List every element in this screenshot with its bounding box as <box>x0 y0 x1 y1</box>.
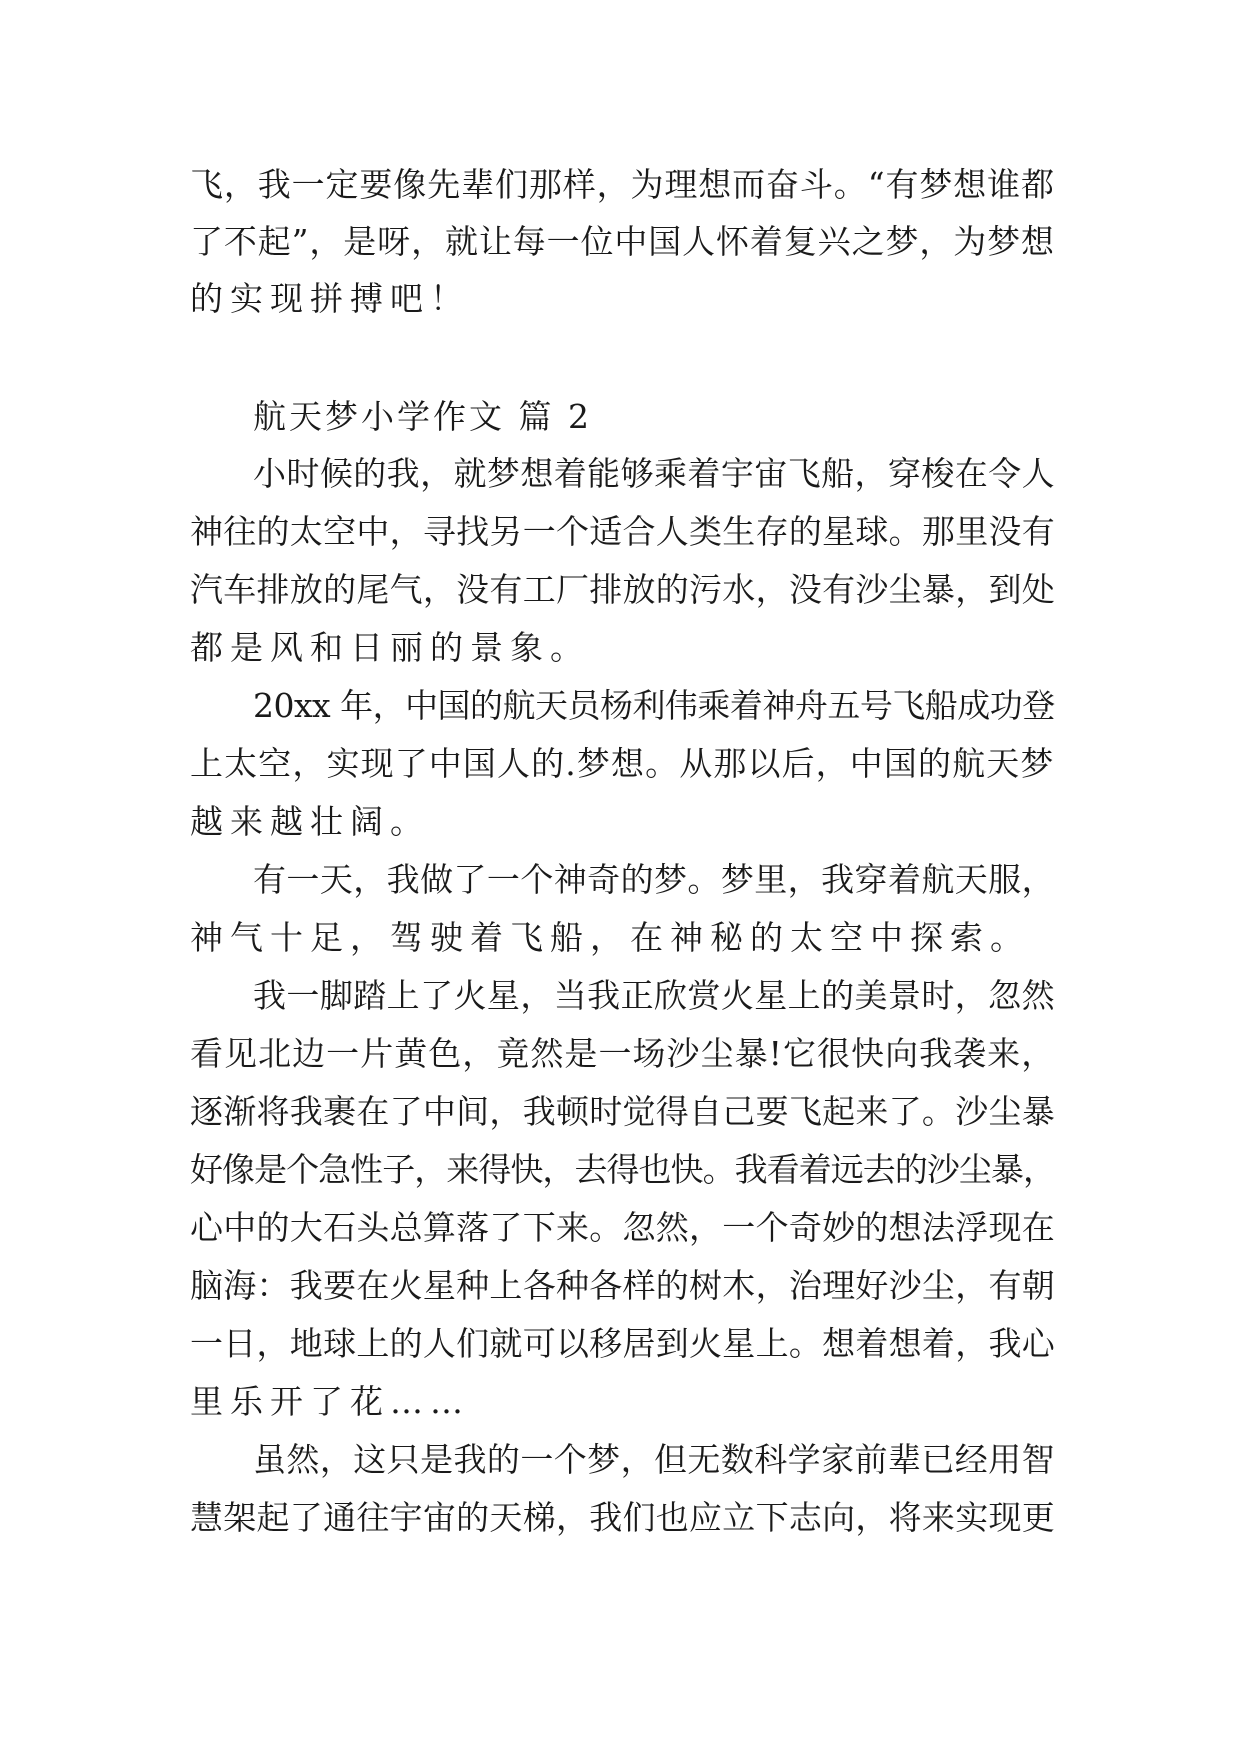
intro-line: 飞，我一定要像先辈们那样，为理想而奋斗。“有梦想谁都 <box>190 165 1055 204</box>
paragraph-line: 上太空，实现了中国人的.梦想。从那以后，中国的航天梦 <box>190 744 1055 783</box>
intro-line: 了不起”，是呀，就让每一位中国人怀着复兴之梦，为梦想 <box>190 222 1055 261</box>
paragraph-line: 汽车排放的尾气，没有工厂排放的污水，没有沙尘暴，到处 <box>190 570 1055 609</box>
paragraph-line: 心中的大石头总算落了下来。忽然，一个奇妙的想法浮现在 <box>190 1208 1055 1247</box>
paragraph-line: 神气十足，驾驶着飞船，在神秘的太空中探索。 <box>190 918 1030 957</box>
paragraph-line: 一日，地球上的人们就可以移居到火星上。想着想着，我心 <box>190 1324 1055 1363</box>
intro-line: 的实现拼搏吧！ <box>190 279 470 318</box>
paragraph-line: 看见北边一片黄色，竟然是一场沙尘暴!它很快向我袭来， <box>190 1034 1056 1073</box>
paragraph-line: 逐渐将我裹在了中间，我顿时觉得自己要飞起来了。沙尘暴 <box>190 1092 1055 1131</box>
paragraph-line: 都是风和日丽的景象。 <box>190 628 590 667</box>
paragraph-line: 越来越壮阔。 <box>190 802 430 841</box>
paragraph-line: 脑海：我要在火星种上各种各样的树木，治理好沙尘，有朝 <box>190 1266 1055 1305</box>
paragraph-line: 神往的太空中，寻找另一个适合人类生存的星球。那里没有 <box>190 512 1055 551</box>
paragraph-line: 慧架起了通往宇宙的天梯，我们也应立下志向，将来实现更 <box>190 1498 1055 1537</box>
paragraph-line: 小时候的我，就梦想着能够乘着宇宙飞船，穿梭在令人 <box>253 454 1055 493</box>
paragraph-line: 20xx 年，中国的航天员杨利伟乘着神舟五号飞船成功登 <box>253 686 1055 725</box>
section-title: 航天梦小学作文 篇 2 <box>253 397 592 436</box>
paragraph-line: 我一脚踏上了火星，当我正欣赏火星上的美景时，忽然 <box>253 976 1055 1015</box>
paragraph-line: 有一天，我做了一个神奇的梦。梦里，我穿着航天服， <box>253 860 1055 899</box>
paragraph-line: 好像是个急性子，来得快，去得也快。我看着远去的沙尘暴， <box>190 1150 1056 1189</box>
paragraph-line: 里乐开了花…… <box>190 1382 470 1421</box>
paragraph-line: 虽然，这只是我的一个梦，但无数科学家前辈已经用智 <box>253 1440 1055 1479</box>
